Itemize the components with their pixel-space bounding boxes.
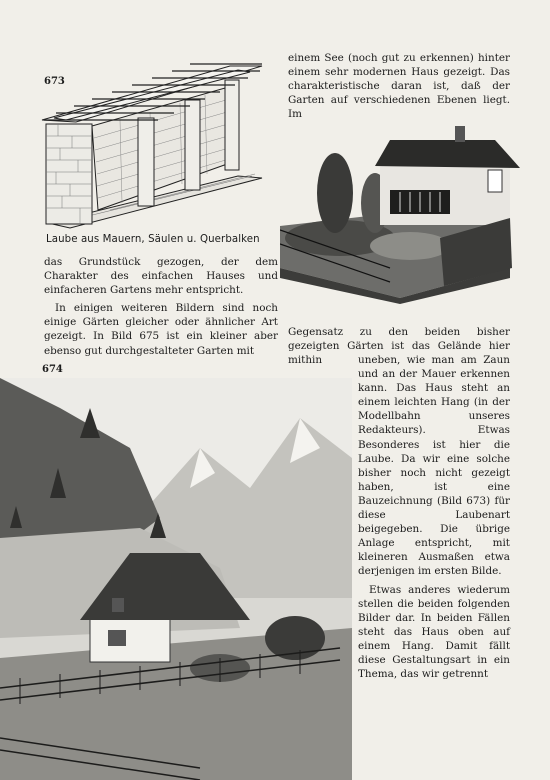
right-mid-paragraph: Gegensatz zu den beiden bisher gezeigten Gärten ist das Gelände hier mithin <box>288 326 510 367</box>
figure-675-photo <box>280 118 520 304</box>
left-paragraph-2: In einigen weiteren Bildern sind noch einige Gärten gleicher oder ähnlicher Art gezeigt. In Bild 675 ist ein kleiner aber ebenso gut durchgestalteter Garten mit <box>44 302 278 357</box>
right-side-column-text <box>358 353 510 681</box>
figure-673-caption: Laube aus Mauern, Säulen u. Querbalken <box>46 234 260 245</box>
figure-673-pergola-drawing <box>40 58 270 230</box>
right-top-paragraph: einem See (noch gut zu erkennen) hinter einem sehr modernen Haus gezeigt. Das charakteristische daran ist, daß der Garten auf verschiedenen Ebenen liegt. Im <box>288 52 510 121</box>
left-column-text <box>44 255 278 358</box>
side-paragraph-1: uneben, wie man am Zaun und an der Mauer erkennen kann. Das Haus steht an einem leichten Hang (in der Modellbahn unseres Redakteurs). Etwas Besonderes ist hier die Laube. Da wir eine solche bisher noch nicht gezeigt haben, ist eine Bauzeichnung (Bild 673) für diese Laubenart beigegeben. Die übrige Anlage entspricht, mit kleineren Ausmaßen etwa derjenigen im ersten Bilde. <box>358 354 510 578</box>
figure-674-photo <box>0 378 352 780</box>
side-paragraph-2: Etwas anderes wiederum stellen die beiden folgenden Bilder dar. In beiden Fällen steht das Haus oben auf einem Hang. Damit fällt diese Gestaltungsart in ein Thema, das wir getrennt <box>358 583 510 681</box>
figure-674-number: 674 <box>42 364 63 375</box>
figure-673-number: 673 <box>44 76 65 87</box>
left-paragraph-1: das Grundstück gezogen, der dem Charakter des einfachen Hauses und einfacheren Gartens mehr entspricht. <box>44 256 278 297</box>
